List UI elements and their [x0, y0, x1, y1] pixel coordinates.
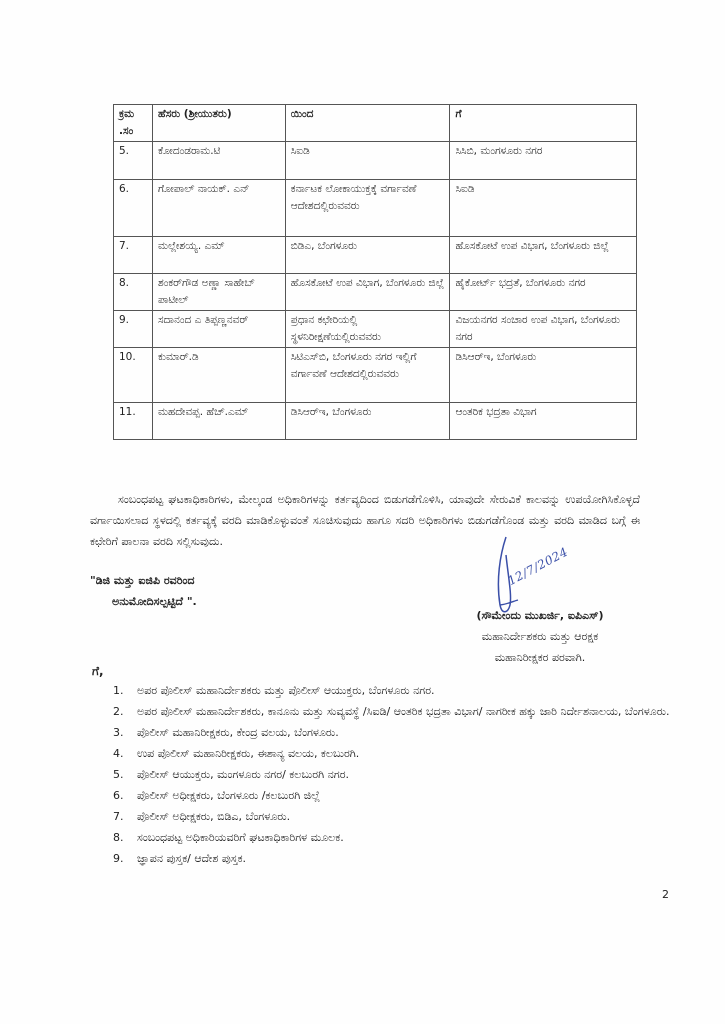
table-row	[114, 403, 637, 440]
cell-name: ಸದಾನಂದ ಎ ತಿಪ್ಪಣ್ಣನವರ್	[152, 311, 285, 348]
cell-from: ಡಿಸಿಆರ್‌ಇ, ಬೆಂಗಳೂರು	[285, 403, 450, 440]
list-item	[113, 785, 673, 806]
item-number: 1.	[113, 684, 124, 697]
signatory-designation-1: ಮಹಾನಿರ್ದೇಶಕರು ಮತ್ತು ಆರಕ್ಷಕ	[481, 630, 599, 643]
item-text: ಸಂಬಂಧಪಟ್ಟ ಅಧಿಕಾರಿಯವರಿಗೆ ಘಟಕಾಧಿಕಾರಿಗಳ ಮೂಲಕ.	[137, 831, 344, 844]
signatory-designation-2: ಮಹಾನಿರೀಕ್ಷಕರ ಪರವಾಗಿ.	[494, 651, 586, 664]
table-row	[114, 311, 637, 348]
item-number: 7.	[113, 810, 124, 823]
list-item	[113, 848, 673, 869]
cell-to: ಸಿಸಿಬಿ, ಮಂಗಳೂರು ನಗರ	[450, 142, 637, 180]
to-label: ಗೆ,	[92, 664, 104, 678]
transfer-table	[113, 104, 637, 440]
cell-serial: 7.	[114, 237, 153, 274]
item-number: 8.	[113, 831, 124, 844]
table-row	[114, 180, 637, 237]
list-item	[113, 764, 673, 785]
cell-name: ಗೋಪಾಲ್ ನಾಯಕ್. ಎನ್	[152, 180, 285, 237]
instruction-paragraph: ಸಂಬಂಧಪಟ್ಟ ಘಟಕಾಧಿಕಾರಿಗಳು, ಮೇಲ್ಕಂಡ ಅಧಿಕಾರಿಗಳನ್ನು ಕರ್ತವ್ಯದಿಂದ ಬಿಡುಗಡೆಗೊಳಿಸಿ, ಯಾವುದೇ ಸೇರುವಿಕೆ ಕಾಲವನ್ನು ಉಪಯೋಗಿಸಿಕೊಳ್ಳದೆ ವರ್ಗಾಯಿಸಲಾದ ಸ್ಥಳದಲ್ಲಿ ಕರ್ತವ್ಯಕ್ಕೆ ವರದಿ ಮಾಡಿಕೊಳ್ಳುವಂತೆ ಸೂಚಿಸುವುದು ಹಾಗೂ ಸದರಿ ಅಧಿಕಾರಿಗಳು ಬಿಡುಗಡೆಗೊಂಡ ಮತ್ತು ವರದಿ ಮಾಡಿದ ಬಗ್ಗೆ ಈ ಕಛೇರಿಗೆ ಪಾಲನಾ ವರದಿ ಸಲ್ಲಿಸುವುದು.	[90, 493, 641, 548]
list-item	[113, 806, 673, 827]
cell-serial: 9.	[114, 311, 153, 348]
table-row	[114, 274, 637, 311]
cell-from: ಪ್ರಧಾನ ಕಛೇರಿಯಲ್ಲಿ ಸ್ಥಳನಿರೀಕ್ಷಣೆಯಲ್ಲಿರುವವರು	[285, 311, 450, 348]
signatory-block	[440, 605, 640, 668]
list-item	[113, 680, 673, 701]
item-number: 4.	[113, 747, 124, 760]
item-text: ಪೊಲೀಸ್ ಅಧೀಕ್ಷಕರು, ಬಿಡಿಎ, ಬೆಂಗಳೂರು.	[137, 810, 291, 823]
item-text: ಜ್ಞಾಪನ ಪುಸ್ತಕ/ ಆದೇಶ ಪುಸ್ತಕ.	[137, 852, 247, 865]
cell-serial: 5.	[114, 142, 153, 180]
table-header-row	[114, 105, 637, 142]
item-text: ಪೊಲೀಸ್ ಮಹಾನಿರೀಕ್ಷಕರು, ಕೇಂದ್ರ ವಲಯ, ಬೆಂಗಳೂರು.	[137, 726, 339, 739]
header-from: ಯಿಂದ	[285, 105, 450, 142]
cell-to: ಡಿಸಿಆರ್‌ಇ, ಬೆಂಗಳೂರು	[450, 348, 637, 403]
item-text: ಅಪರ ಪೊಲೀಸ್ ಮಹಾನಿರ್ದೇಶಕರು ಮತ್ತು ಪೊಲೀಸ್ ಆಯುಕ್ತರು, ಬೆಂಗಳೂರು ನಗರ.	[137, 684, 435, 697]
cell-serial: 8.	[114, 274, 153, 311]
item-number: 6.	[113, 789, 124, 802]
cell-from: ಬಿಡಿಎ, ಬೆಂಗಳೂರು	[285, 237, 450, 274]
header-serial: ಕ್ರಮ .ಸಂ	[114, 105, 153, 142]
table-row	[114, 142, 637, 180]
list-item	[113, 722, 673, 743]
copy-to-list	[113, 680, 673, 869]
cell-from: ಕರ್ನಾಟಕ ಲೋಕಾಯುಕ್ತಕ್ಕೆ ವರ್ಗಾವಣೆ ಆದೇಶದಲ್ಲಿರುವವರು	[285, 180, 450, 237]
item-number: 5.	[113, 768, 124, 781]
item-number: 3.	[113, 726, 124, 739]
signature-date: 12/7/2024	[505, 544, 571, 588]
cell-serial: 6.	[114, 180, 153, 237]
approval-note	[90, 570, 197, 612]
item-text: ಪೊಲೀಸ್ ಆಯುಕ್ತರು, ಮಂಗಳೂರು ನಗರ/ ಕಲಬುರಗಿ ನಗರ.	[137, 768, 350, 781]
cell-to: ವಿಜಯನಗರ ಸಂಚಾರ ಉಪ ವಿಭಾಗ, ಬೆಂಗಳೂರು ನಗರ	[450, 311, 637, 348]
list-item	[113, 743, 673, 764]
cell-to: ಹೈಕೋರ್ಟ್ ಭದ್ರತೆ, ಬೆಂಗಳೂರು ನಗರ	[450, 274, 637, 311]
list-item	[113, 827, 673, 848]
cell-from: ಹೊಸಕೋಟೆ ಉಪ ವಿಭಾಗ, ಬೆಂಗಳೂರು ಜಿಲ್ಲೆ	[285, 274, 450, 311]
cell-to: ಆಂತರಿಕ ಭದ್ರತಾ ವಿಭಾಗ	[450, 403, 637, 440]
table-row	[114, 348, 637, 403]
cell-to: ಹೊಸಕೋಟೆ ಉಪ ವಿಭಾಗ, ಬೆಂಗಳೂರು ಜಿಲ್ಲೆ	[450, 237, 637, 274]
page-number: 2	[662, 888, 669, 901]
cell-name: ಮಲ್ಲೇಶಯ್ಯ. ಎಮ್	[152, 237, 285, 274]
approval-line-2: ಅನುಮೋದಿಸಲ್ಪಟ್ಟಿದೆ ".	[112, 595, 197, 608]
header-name: ಹೆಸರು (ಶ್ರೀಯುತರು)	[152, 105, 285, 142]
cell-name: ಮಹದೇವಪ್ಪ. ಹೆಚ್.ಎಮ್	[152, 403, 285, 440]
cell-name: ಶಂಕರ್‌ಗೌಡ ಅಣ್ಣಾ ಸಾಹೇಬ್ ಪಾಟೀಲ್	[152, 274, 285, 311]
item-text: ಉಪ ಪೊಲೀಸ್ ಮಹಾನಿರೀಕ್ಷಕರು, ಈಶಾನ್ಯ ವಲಯ, ಕಲಬುರಗಿ.	[137, 747, 360, 760]
item-number: 9.	[113, 852, 124, 865]
item-text: ಅಪರ ಪೊಲೀಸ್ ಮಹಾನಿರ್ದೇಶಕರು, ಕಾನೂನು ಮತ್ತು ಸುವ್ಯವಸ್ಥೆ /ಸಿಐಡಿ/ ಆಂತರಿಕ ಭದ್ರತಾ ವಿಭಾಗ/ ನಾಗರೀಕ ಹಕ್ಕು ಜಾರಿ ನಿರ್ದೇಶನಾಲಯ, ಬೆಂಗಳೂರು.	[137, 705, 670, 718]
cell-name: ಕುಮಾರ್.ಡಿ	[152, 348, 285, 403]
cell-serial: 11.	[114, 403, 153, 440]
signatory-name: (ಸೌಮೇಂದು ಮುಖರ್ಜಿ, ಐಪಿಎಸ್)	[476, 609, 604, 622]
item-text: ಪೊಲೀಸ್ ಅಧೀಕ್ಷಕರು, ಬೆಂಗಳೂರು /ಕಲಬುರಗಿ ಜಿಲ್ಲೆ	[137, 789, 321, 802]
cell-to: ಸಿಐಡಿ	[450, 180, 637, 237]
header-to: ಗೆ	[450, 105, 637, 142]
cell-from: ಸಿಟಿಎಸ್‌ಬಿ, ಬೆಂಗಳೂರು ನಗರ ಇಲ್ಲಿಗೆ ವರ್ಗಾವಣೆ ಆದೇಶದಲ್ಲಿರುವವರು	[285, 348, 450, 403]
cell-serial: 10.	[114, 348, 153, 403]
approval-line-1: "ಡಿಜಿ ಮತ್ತು ಐಜಿಪಿ ರವರಿಂದ	[90, 574, 195, 587]
item-number: 2.	[113, 705, 124, 718]
cell-from: ಸಿಐಡಿ	[285, 142, 450, 180]
cell-name: ಕೋದಂಡರಾಮ.ಟಿ	[152, 142, 285, 180]
table-row	[114, 237, 637, 274]
list-item	[113, 701, 673, 722]
